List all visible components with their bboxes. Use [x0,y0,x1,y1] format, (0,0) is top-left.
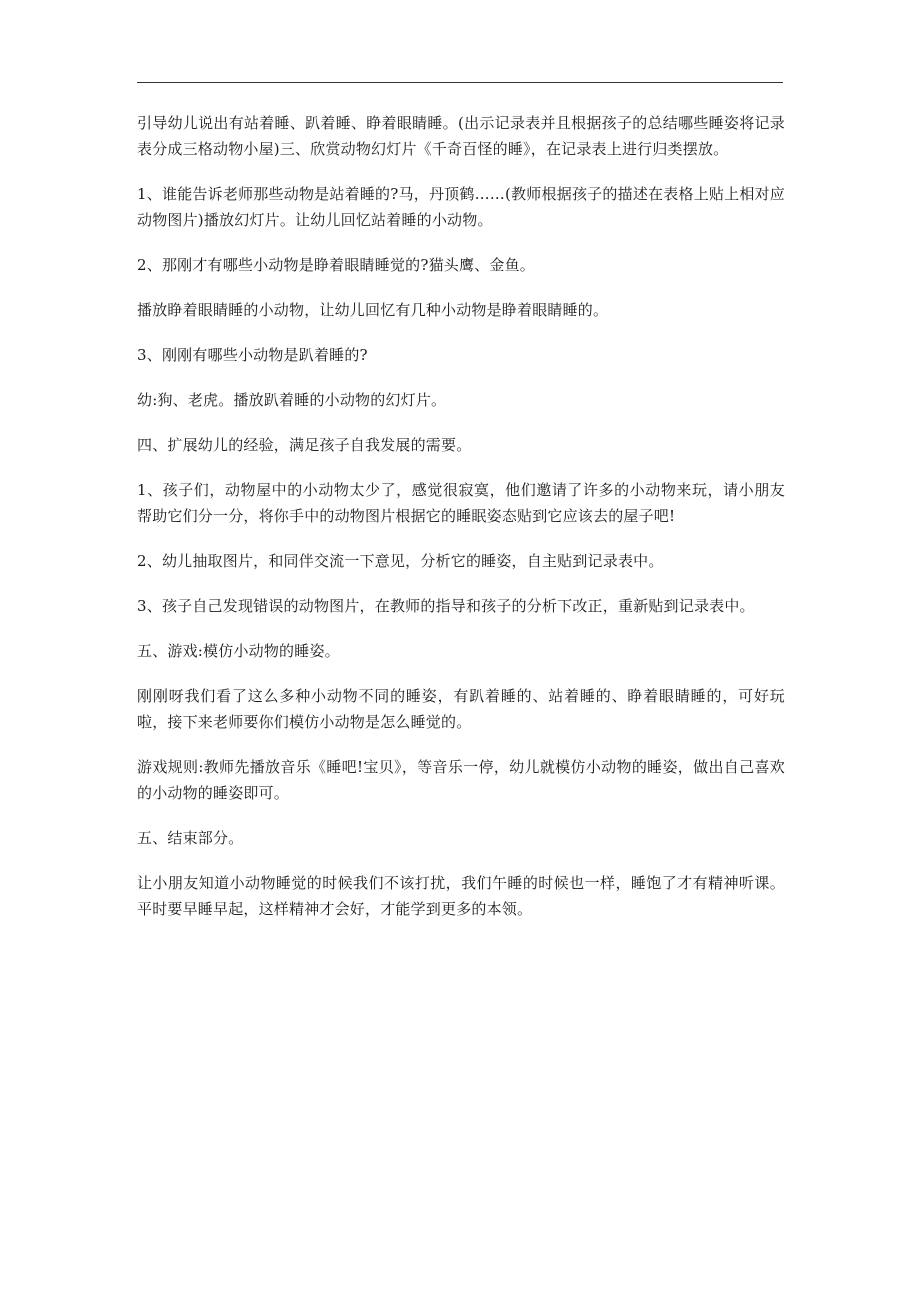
document-body [137,110,785,941]
paragraph-15: 让小朋友知道小动物睡觉的时候我们不该打扰，我们午睡的时候也一样，睡饱了才有精神听课。平时要早睡早起，这样精神才会好，才能学到更多的本领。 [137,874,785,918]
paragraph-3: 2、那刚才有哪些小动物是睁着眼睛睡觉的?猫头鹰、金鱼。 [137,256,535,274]
paragraph-1: 引导幼儿说出有站着睡、趴着睡、睁着眼睛睡。(出示记录表并且根据孩子的总结哪些睡姿将记录表分成三格动物小屋)三、欣赏动物幻灯片《千奇百怪的睡》，在记录表上进行归类摆放。 [137,114,785,158]
paragraph-10: 3、孩子自己发现错误的动物图片，在教师的指导和孩子的分析下改正，重新贴到记录表中。 [137,597,755,615]
paragraph-2: 1、谁能告诉老师那些动物是站着睡的?马，丹顶鹤……(教师根据孩子的描述在表格上贴上相对应动物图片)播放幻灯片。让幼儿回忆站着睡的小动物。 [137,185,785,229]
paragraph-4: 播放睁着眼睛睡的小动物，让幼儿回忆有几种小动物是睁着眼睛睡的。 [137,301,609,319]
section-heading-4: 四、扩展幼儿的经验，满足孩子自我发展的需要。 [137,436,472,454]
paragraph-9: 2、幼儿抽取图片，和同伴交流一下意见，分析它的睡姿，自主贴到记录表中。 [137,552,664,570]
paragraph-5: 3、刚刚有哪些小动物是趴着睡的? [137,346,368,364]
section-heading-5-end: 五、结束部分。 [137,829,244,847]
header-rule [137,82,783,83]
paragraph-12: 刚刚呀我们看了这么多种小动物不同的睡姿，有趴着睡的、站着睡的、睁着眼睛睡的，可好玩啦，接下来老师要你们模仿小动物是怎么睡觉的。 [137,687,785,731]
section-heading-5-game: 五、游戏:模仿小动物的睡姿。 [137,642,340,660]
paragraph-8: 1、孩子们，动物屋中的小动物太少了，感觉很寂寞，他们邀请了许多的小动物来玩，请小朋友帮助它们分一分，将你手中的动物图片根据它的睡眠姿态贴到它应该去的屋子吧! [137,481,785,525]
paragraph-game-rules: 游戏规则:教师先播放音乐《睡吧!宝贝》，等音乐一停，幼儿就模仿小动物的睡姿，做出自己喜欢的小动物的睡姿即可。 [137,758,785,802]
paragraph-6: 幼:狗、老虎。播放趴着睡的小动物的幻灯片。 [137,391,447,409]
